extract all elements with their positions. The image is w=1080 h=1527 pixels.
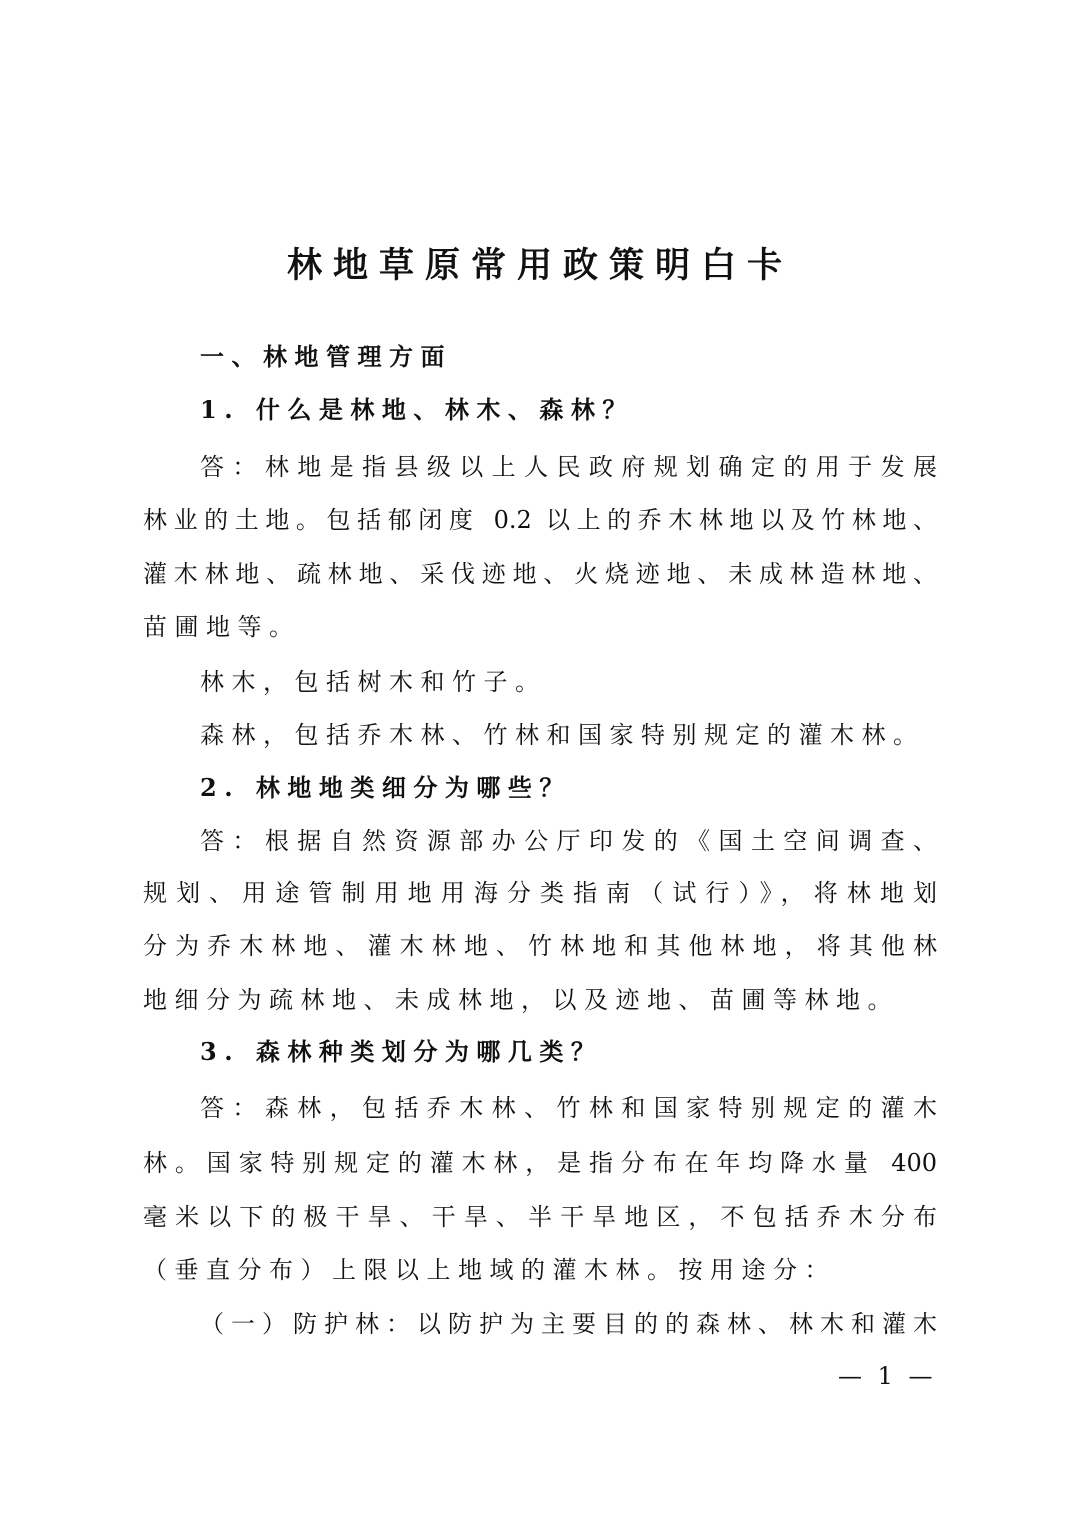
paragraph-line: 规划、用途管制用地用海分类指南（试行）》，将林地划	[143, 879, 937, 907]
paragraph-line: 答：森林，包括乔木林、竹林和国家特别规定的灌木	[200, 1094, 937, 1122]
paragraph-line: 答：林地是指县级以上人民政府规划确定的用于发展	[200, 453, 937, 481]
paragraph-line: 毫米以下的极干旱、干旱、半干旱地区，不包括乔木分布	[143, 1203, 937, 1231]
paragraph-line: 林木，包括树木和竹子。	[200, 668, 547, 696]
paragraph-line: （一）防护林：以防护为主要目的的森林、林木和灌木	[200, 1310, 937, 1338]
question-heading: 3. 森林种类划分为哪几类？	[200, 1037, 603, 1066]
paragraph-line: 森林，包括乔木林、竹林和国家特别规定的灌木林。	[200, 721, 925, 749]
paragraph-line: 分为乔木林地、灌木林地、竹林地和其他林地，将其他林	[143, 932, 937, 960]
paragraph-line: 灌木林地、疏林地、采伐迹地、火烧迹地、未成林造林地、	[143, 560, 937, 588]
paragraph-line: 林。国家特别规定的灌木林，是指分布在年均降水量 400	[143, 1149, 937, 1177]
paragraph-line: 苗圃地等。	[143, 613, 301, 641]
paragraph-line: 地细分为疏林地、未成林地，以及迹地、苗圃等林地。	[143, 986, 899, 1014]
paragraph-line: （垂直分布）上限以上地域的灌木林。按用途分：	[143, 1256, 836, 1284]
paragraph-line: 答：根据自然资源部办公厅印发的《国土空间调查、	[200, 827, 937, 855]
question-heading: 2. 林地地类细分为哪些？	[200, 773, 571, 802]
document-title: 林地草原常用政策明白卡	[286, 245, 793, 286]
section-heading: 一、林地管理方面	[200, 342, 452, 371]
question-heading: 1. 什么是林地、林木、森林？	[200, 395, 634, 424]
paragraph-line: 林业的土地。包括郁闭度 0.2 以上的乔木林地以及竹林地、	[143, 506, 937, 534]
page-number: — 1 —	[838, 1362, 937, 1390]
